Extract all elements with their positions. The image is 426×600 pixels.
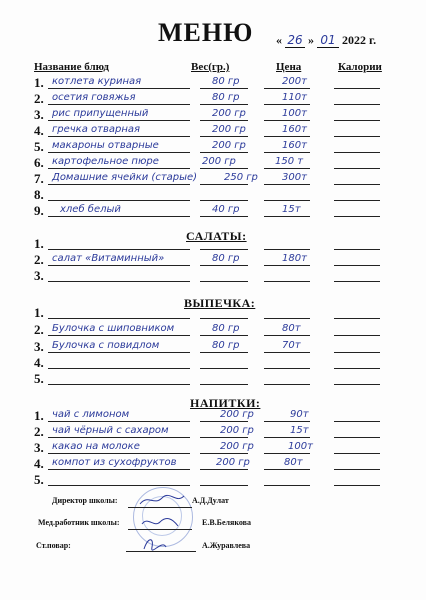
row-number: 1.: [34, 305, 44, 320]
dish-weight: 250 гр: [224, 172, 258, 183]
dish-weight: 40 гр: [212, 204, 240, 215]
dish-name: картофельное пюре: [52, 156, 159, 167]
row-number: 4.: [34, 355, 44, 370]
row-number: 1.: [34, 408, 44, 423]
signature-name: А.Журавлева: [202, 541, 251, 550]
dish-price: 150 т: [275, 156, 304, 167]
signature-name: Е.В.Белякова: [202, 518, 251, 527]
dish-weight: 200 гр: [212, 124, 246, 135]
dish-weight: 200 гр: [216, 457, 250, 468]
row-number: 3.: [34, 268, 44, 283]
signature-scribble: [140, 533, 170, 553]
dish-price: 200т: [282, 76, 307, 87]
dish-name: Булочка с шиповником: [52, 323, 175, 334]
dish-weight: 200 гр: [220, 425, 254, 436]
dish-price: 15т: [282, 204, 301, 215]
section-title-bakery: ВЫПЕЧКА:: [184, 296, 256, 310]
row-number: 3.: [34, 339, 44, 354]
dish-price: 80т: [282, 323, 301, 334]
dish-price: 70т: [282, 340, 301, 351]
column-header-name: Название блюд: [34, 61, 109, 73]
row-number: 1.: [34, 236, 44, 251]
dish-weight: 80 гр: [212, 92, 240, 103]
row-number: 8.: [34, 187, 44, 202]
menu-date: [276, 33, 376, 48]
dish-price: 110т: [282, 92, 307, 103]
dish-weight: 200 гр: [212, 108, 246, 119]
row-number: 2.: [34, 252, 44, 267]
dish-name: компот из сухофруктов: [52, 457, 177, 468]
row-number: 3.: [34, 440, 44, 455]
dish-name: рис припущенный: [52, 108, 149, 119]
row-number: 4.: [34, 456, 44, 471]
row-number: 1.: [34, 75, 44, 90]
dish-weight: 200 гр: [220, 409, 254, 420]
dish-name: котлета куриная: [52, 76, 142, 87]
row-number: 3.: [34, 107, 44, 122]
signature-scribble: [138, 492, 186, 508]
signature-scribble: [140, 514, 180, 530]
date-day: 26: [285, 33, 305, 48]
row-number: 4.: [34, 123, 44, 138]
dish-price: 100т: [288, 441, 313, 452]
row-number: 6.: [34, 155, 44, 170]
dish-name: осетия говяжья: [52, 92, 136, 103]
signature-label: Директор школы:: [52, 496, 118, 505]
dish-name: чай чёрный с сахаром: [52, 425, 169, 436]
row-number: 2.: [34, 322, 44, 337]
dish-name: гречка отварная: [52, 124, 141, 135]
row-number: 2.: [34, 91, 44, 106]
dish-weight: 200 гр: [202, 156, 236, 167]
page-title: МЕНЮ: [158, 18, 254, 47]
dish-name: чай с лимоном: [52, 409, 130, 420]
dish-name: какао на молоке: [52, 441, 140, 452]
dish-weight: 200 гр: [212, 140, 246, 151]
signature-label: Ст.повар:: [36, 541, 71, 550]
dish-name: макароны отварные: [52, 140, 159, 151]
dish-price: 160т: [282, 124, 307, 135]
row-number: 5.: [34, 472, 44, 487]
signature-label: Мед.работник школы:: [38, 518, 120, 527]
row-number: 7.: [34, 171, 44, 186]
dish-price: 300т: [282, 172, 307, 183]
dish-price: 90т: [290, 409, 309, 420]
date-open-quote: «: [276, 33, 282, 47]
dish-name: салат «Витаминный»: [52, 253, 165, 264]
column-header-weight: Вес(гр.): [191, 61, 230, 73]
dish-price: 160т: [282, 140, 307, 151]
row-number: 9.: [34, 203, 44, 218]
date-close-quote: »: [308, 33, 314, 47]
row-number: 2.: [34, 424, 44, 439]
dish-price: 80т: [284, 457, 303, 468]
dish-price: 100т: [282, 108, 307, 119]
date-month: 01: [317, 33, 339, 48]
dish-weight: 80 гр: [212, 340, 240, 351]
signature-name: А.Д.Дулат: [192, 496, 229, 505]
row-number: 5.: [34, 139, 44, 154]
dish-weight: 80 гр: [212, 323, 240, 334]
dish-price: 180т: [282, 253, 307, 264]
dish-weight: 80 гр: [212, 76, 240, 87]
column-header-calories: Калории: [338, 61, 382, 73]
row-number: 5.: [34, 371, 44, 386]
dish-price: 15т: [290, 425, 309, 436]
dish-name: Домашние ячейки (старые): [52, 172, 198, 183]
dish-weight: 200 гр: [220, 441, 254, 452]
date-year: 2022 г.: [342, 33, 377, 47]
dish-name: хлеб белый: [60, 204, 121, 215]
dish-name: Булочка с повидлом: [52, 340, 160, 351]
column-header-price: Цена: [276, 61, 302, 73]
section-title-drinks: НАПИТКИ:: [190, 396, 261, 410]
dish-weight: 80 гр: [212, 253, 240, 264]
section-title-salads: САЛАТЫ:: [186, 229, 247, 243]
